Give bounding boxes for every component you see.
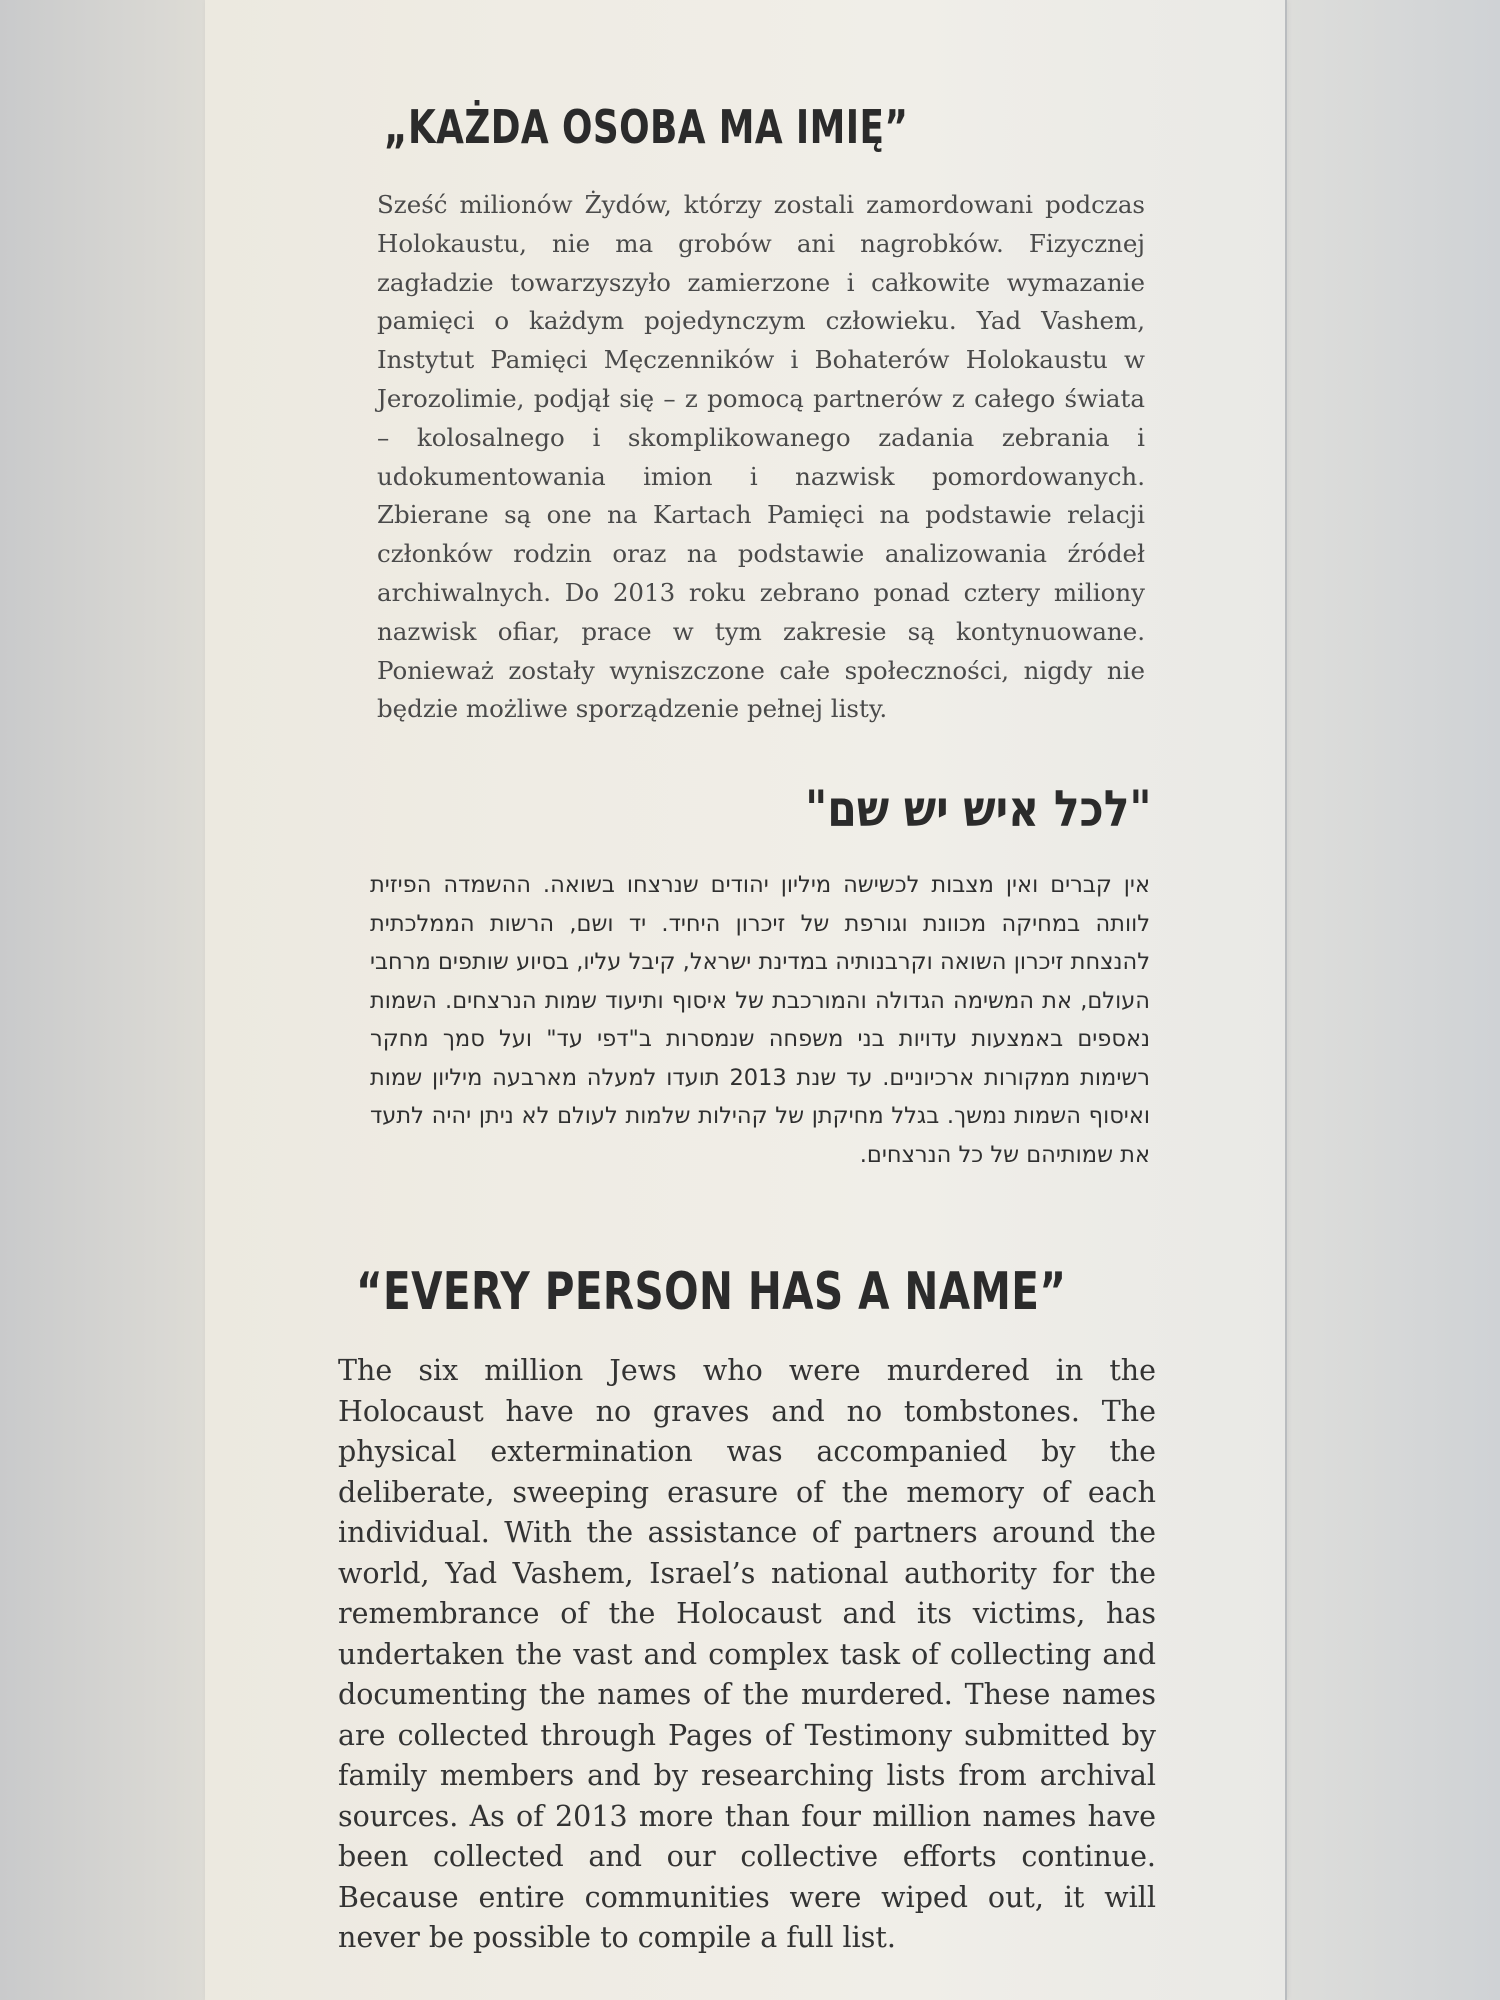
hebrew-heading: "לכל איש יש שם" [805, 780, 1152, 838]
hebrew-paragraph: אין קברים ואין מצבות לכשישה מיליון יהודים שנרצחו בשואה. ההשמדה הפיזית לוותה במחיקה מכוונת וגורפת של זיכרון היחיד. יד ושם, הרשות הממלכתית להנצחת זיכרון השואה וקרבנותיה במדינת ישראל, קיבל עליו, בסיוע שותפים מרחבי העולם, את המשימה הגדולה והמורכבת של איסוף ותיעוד שמות הנרצחים. השמות נאספים באמצעות עדויות בני משפחה שנמסרות ב"דפי עד" ועל סמך מחקר רשימות ממקורות ארכיוניים. עד שנת 2013 תועדו למעלה מארבעה מיליון שמות ואיסוף השמות נמשך. בגלל מחיקתן של קהילות שלמות לעולם לא ניתן יהיה לתעד את שמותיהם של כל הנרצחים. [370, 872, 1150, 1168]
panel-edge [1285, 0, 1287, 2000]
polish-heading: „KAŻDA OSOBA MA IMIĘ” [384, 100, 909, 154]
english-heading: “EVERY PERSON HAS A NAME” [356, 1262, 1067, 1322]
english-paragraph: The six million Jews who were murdered in the Holocaust have no graves and no tombstones. The physical extermination was accompanied by the deliberate, sweeping erasure of the memory of each individual. With the assistance of partners around the world, Yad Vashem, Israel’s national authority for the remembrance of the Holocaust and its victims, has undertaken the vast and complex task of collecting and documenting the names of the murdered. These names are collected through Pages of Testimony submitted by family members and by researching lists from archival sources. As of 2013 more than four million names have been collected and our collective efforts continue. Because entire communities were wiped out, it will never be possible to compile a full list. [338, 1354, 1156, 1954]
polish-paragraph: Sześć milionów Żydów, którzy zostali zamordowani podczas Holokaustu, nie ma grobów ani nagrobków. Fizycznej zagładzie towarzyszyło zamierzone i całkowite wymazanie pamięci o każdym pojedynczym człowieku. Yad Vashem, Instytut Pamięci Męczenników i Bohaterów Holokaustu w Jerozolimie, podjął się – z pomocą partnerów z całego świata – kolosalnego i skomplikowanego zadania zebrania i udokumentowania imion i nazwisk pomordowanych. Zbierane są one na Kartach Pamięci na podstawie relacji członków rodzin oraz na podstawie analizowania źródeł archiwalnych. Do 2013 roku zebrano ponad cztery miliony nazwisk ofiar, prace w tym zakresie są kontynuowane. Ponieważ zostały wyniszczone całe społeczności, nigdy nie będzie możliwe sporządzenie pełnej listy. [377, 190, 1145, 724]
